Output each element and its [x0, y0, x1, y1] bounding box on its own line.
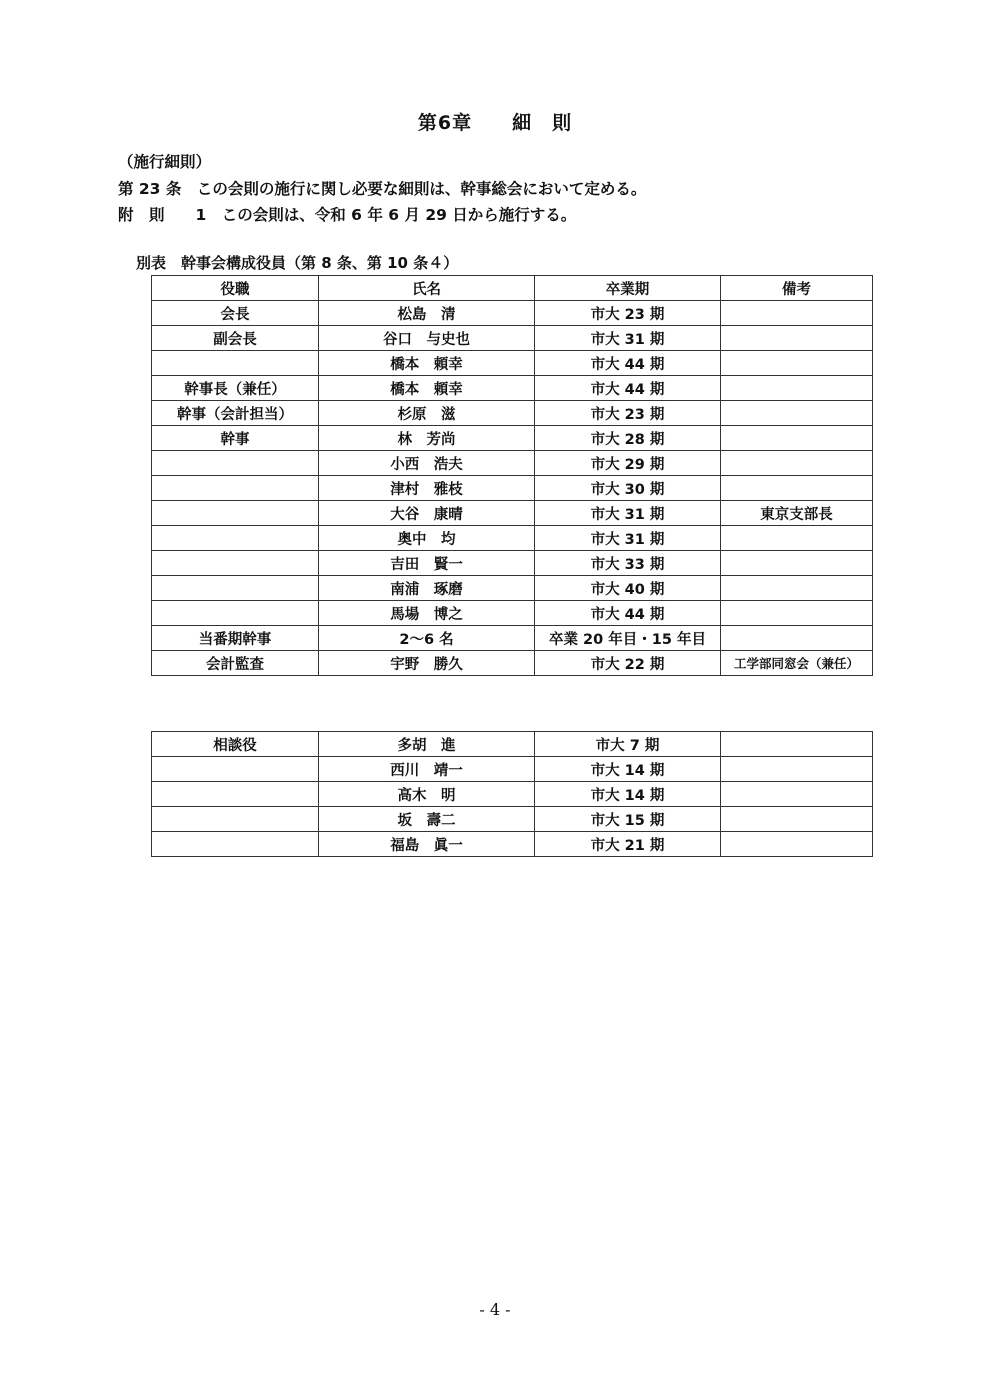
- position-cell: [152, 501, 319, 526]
- table-row: [152, 576, 873, 601]
- graduation-class-cell: 市大 14 期: [535, 757, 721, 782]
- position-cell: [152, 601, 319, 626]
- position-cell: [152, 576, 319, 601]
- remarks-cell: [721, 476, 873, 501]
- name-cell: 奥中 均: [319, 526, 535, 551]
- graduation-class-cell: 市大 44 期: [535, 601, 721, 626]
- name-cell: 大谷 康晴: [319, 501, 535, 526]
- position-cell: 副会長: [152, 326, 319, 351]
- position-cell: [152, 351, 319, 376]
- table-row: [152, 601, 873, 626]
- name-cell: 杉原 滋: [319, 401, 535, 426]
- header-position: 役職: [152, 276, 319, 301]
- graduation-class-cell: 市大 15 期: [535, 807, 721, 832]
- position-cell: [152, 832, 319, 857]
- table-row: [152, 351, 873, 376]
- remarks-cell: [721, 732, 873, 757]
- graduation-class-cell: 市大 31 期: [535, 501, 721, 526]
- position-cell: [152, 476, 319, 501]
- remarks-cell: [721, 526, 873, 551]
- table-row: [152, 732, 873, 757]
- graduation-class-cell: 市大 31 期: [535, 526, 721, 551]
- graduation-class-cell: 市大 30 期: [535, 476, 721, 501]
- position-cell: [152, 757, 319, 782]
- position-cell: 会計監査: [152, 651, 319, 676]
- article-23-text: 第 23 条 この会則の施行に関し必要な細則は、幹事総会において定める。: [118, 180, 647, 198]
- name-cell: 多胡 進: [319, 732, 535, 757]
- position-cell: [152, 526, 319, 551]
- name-cell: 西川 靖一: [319, 757, 535, 782]
- officers-table-body: [152, 301, 873, 676]
- position-cell: 幹事長（兼任）: [152, 376, 319, 401]
- officers-table-caption: 別表 幹事会構成役員（第 8 条、第 10 条４）: [136, 254, 459, 272]
- graduation-class-cell: 市大 22 期: [535, 651, 721, 676]
- table-row: [152, 626, 873, 651]
- section-heading: （施行細則）: [118, 153, 212, 171]
- graduation-class-cell: 市大 40 期: [535, 576, 721, 601]
- table-row: [152, 376, 873, 401]
- graduation-class-cell: 市大 31 期: [535, 326, 721, 351]
- advisors-table: [151, 731, 873, 857]
- table-row: [152, 501, 873, 526]
- graduation-class-cell: 市大 44 期: [535, 351, 721, 376]
- officers-table-header-row: [152, 276, 873, 301]
- table-row: [152, 782, 873, 807]
- remarks-cell: [721, 626, 873, 651]
- name-cell: 2〜6 名: [319, 626, 535, 651]
- chapter-title: 第6章 細 則: [417, 112, 573, 134]
- graduation-class-cell: 市大 29 期: [535, 451, 721, 476]
- table-row: [152, 832, 873, 857]
- position-cell: [152, 551, 319, 576]
- table-row: [152, 401, 873, 426]
- table-row: [152, 551, 873, 576]
- header-remarks: 備考: [721, 276, 873, 301]
- position-cell: 幹事: [152, 426, 319, 451]
- remarks-cell: 東京支部長: [721, 501, 873, 526]
- graduation-class-cell: 市大 14 期: [535, 782, 721, 807]
- supplementary-provision-text: 附 則 1 この会則は、令和 6 年 6 月 29 日から施行する。: [118, 206, 577, 224]
- remarks-cell: [721, 757, 873, 782]
- graduation-class-cell: 市大 23 期: [535, 401, 721, 426]
- table-row: [152, 476, 873, 501]
- table-row: [152, 301, 873, 326]
- remarks-cell: [721, 376, 873, 401]
- name-cell: 津村 雅枝: [319, 476, 535, 501]
- name-cell: 馬場 博之: [319, 601, 535, 626]
- name-cell: 谷口 与史也: [319, 326, 535, 351]
- remarks-cell: [721, 807, 873, 832]
- name-cell: 小西 浩夫: [319, 451, 535, 476]
- remarks-cell: [721, 401, 873, 426]
- name-cell: 南浦 琢磨: [319, 576, 535, 601]
- position-cell: 幹事（会計担当）: [152, 401, 319, 426]
- graduation-class-cell: 市大 21 期: [535, 832, 721, 857]
- position-cell: [152, 451, 319, 476]
- table-row: [152, 757, 873, 782]
- graduation-class-cell: 卒業 20 年目・15 年目: [535, 626, 721, 651]
- remarks-cell: 工学部同窓会（兼任）: [721, 651, 873, 676]
- position-cell: 相談役: [152, 732, 319, 757]
- remarks-cell: [721, 601, 873, 626]
- advisors-table-body: [152, 732, 873, 857]
- name-cell: 宇野 勝久: [319, 651, 535, 676]
- position-cell: [152, 782, 319, 807]
- name-cell: 坂 壽二: [319, 807, 535, 832]
- officers-table: [151, 275, 873, 676]
- remarks-cell: [721, 782, 873, 807]
- position-cell: [152, 807, 319, 832]
- remarks-cell: [721, 576, 873, 601]
- table-row: [152, 326, 873, 351]
- remarks-cell: [721, 451, 873, 476]
- remarks-cell: [721, 551, 873, 576]
- graduation-class-cell: 市大 33 期: [535, 551, 721, 576]
- remarks-cell: [721, 301, 873, 326]
- name-cell: 橋本 頼幸: [319, 376, 535, 401]
- name-cell: 福島 眞一: [319, 832, 535, 857]
- table-row: [152, 807, 873, 832]
- page-number: - 4 -: [479, 1300, 511, 1319]
- graduation-class-cell: 市大 7 期: [535, 732, 721, 757]
- position-cell: 当番期幹事: [152, 626, 319, 651]
- name-cell: 橋本 頼幸: [319, 351, 535, 376]
- table-row: [152, 651, 873, 676]
- header-name: 氏名: [319, 276, 535, 301]
- graduation-class-cell: 市大 44 期: [535, 376, 721, 401]
- graduation-class-cell: 市大 28 期: [535, 426, 721, 451]
- position-cell: 会長: [152, 301, 319, 326]
- name-cell: 高木 明: [319, 782, 535, 807]
- name-cell: 吉田 賢一: [319, 551, 535, 576]
- header-graduation-class: 卒業期: [535, 276, 721, 301]
- name-cell: 松島 清: [319, 301, 535, 326]
- table-row: [152, 451, 873, 476]
- remarks-cell: [721, 351, 873, 376]
- graduation-class-cell: 市大 23 期: [535, 301, 721, 326]
- remarks-cell: [721, 326, 873, 351]
- name-cell: 林 芳尚: [319, 426, 535, 451]
- remarks-cell: [721, 426, 873, 451]
- remarks-cell: [721, 832, 873, 857]
- table-row: [152, 426, 873, 451]
- table-row: [152, 526, 873, 551]
